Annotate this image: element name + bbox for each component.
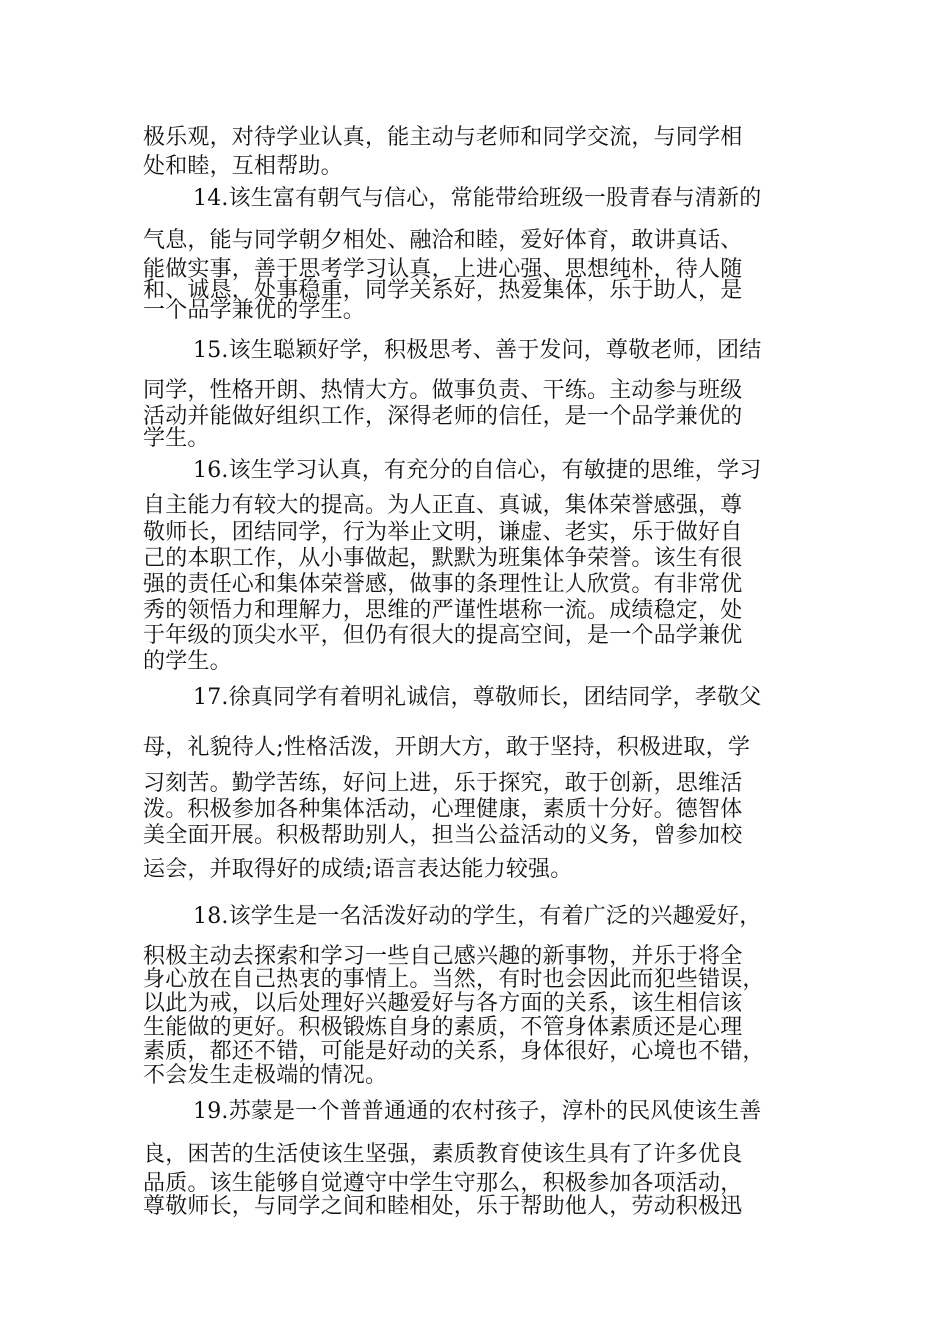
paragraph-19-start: 19.苏蒙是一个普普通通的农村孩子，淳朴的民风使该生善 <box>193 1099 762 1124</box>
text-line: 敬师长，团结同学，行为举止文明，谦虚、老实，乐于做好自 <box>143 520 743 545</box>
text-line: 素质，都还不错，可能是好动的关系，身体很好，心境也不错， <box>143 1039 765 1064</box>
text-line: 和、诚恳，处事稳重，同学关系好，热爱集体，乐于助人，是 <box>143 278 743 303</box>
text-line: 尊敬师长，与同学之间和睦相处，乐于帮助他人，劳动积极迅 <box>143 1194 743 1219</box>
text-line: 气息，能与同学朝夕相处、融洽和睦，爱好体育，敢讲真话、 <box>143 228 743 253</box>
text-line: 处和睦，互相帮助。 <box>143 154 343 179</box>
paragraph-14-start: 14.该生富有朝气与信心，常能带给班级一股青春与清新的 <box>193 186 762 211</box>
text-line: 美全面开展。积极帮助别人，担当公益活动的义务，曾参加校 <box>143 823 743 848</box>
text-line: 强的责任心和集体荣誉感，做事的条理性让人欣赏。有非常优 <box>143 572 743 597</box>
paragraph-15-start: 15.该生聪颖好学，积极思考、善于发问，尊敬老师，团结 <box>193 338 762 363</box>
text-line: 习刻苦。勤学苦练，好问上进，乐于探究，敢于创新，思维活 <box>143 771 743 796</box>
text-line: 极乐观，对待学业认真，能主动与老师和同学交流，与同学相 <box>143 125 743 150</box>
text-line: 的学生。 <box>143 649 232 674</box>
paragraph-18-start: 18.该学生是一名活泼好动的学生，有着广泛的兴趣爱好， <box>193 904 762 929</box>
text-line: 母，礼貌待人;性格活泼，开朗大方，敢于坚持，积极进取，学 <box>143 735 751 760</box>
text-line: 身心放在自己热衷的事情上。当然，有时也会因此而犯些错误， <box>143 967 765 992</box>
text-line: 一个品学兼优的学生。 <box>143 298 366 323</box>
text-line: 于年级的顶尖水平，但仍有很大的提高空间，是一个品学兼优 <box>143 623 743 648</box>
text-line: 活动并能做好组织工作，深得老师的信任，是一个品学兼优的 <box>143 404 743 429</box>
text-line: 秀的领悟力和理解力，思维的严谨性堪称一流。成绩稳定，处 <box>143 598 743 623</box>
text-line: 泼。积极参加各种集体活动，心理健康，素质十分好。德智体 <box>143 797 743 822</box>
text-line: 己的本职工作，从小事做起，默默为班集体争荣誉。该生有很 <box>143 546 743 571</box>
text-line: 不会发生走极端的情况。 <box>143 1063 388 1088</box>
text-line: 生能做的更好。积极锻炼自身的素质，不管身体素质还是心理 <box>143 1015 743 1040</box>
text-line: 同学，性格开朗、热情大方。做事负责、干练。主动参与班级 <box>143 378 743 403</box>
text-line: 品质。该生能够自觉遵守中学生守那么，积极参加各项活动， <box>143 1171 743 1196</box>
text-line: 运会，并取得好的成绩;语言表达能力较强。 <box>143 857 573 882</box>
text-line: 能做实事，善于思考学习认真，上进心强、思想纯朴，待人随 <box>143 257 743 282</box>
text-line: 积极主动去探索和学习一些自己感兴趣的新事物，并乐于将全 <box>143 944 743 969</box>
paragraph-16-start: 16.该生学习认真，有充分的自信心，有敏捷的思维，学习 <box>193 458 762 483</box>
paragraph-17-start: 17.徐真同学有着明礼诚信，尊敬师长，团结同学，孝敬父 <box>193 685 762 710</box>
text-line: 以此为戒，以后处理好兴趣爱好与各方面的关系，该生相信该 <box>143 991 743 1016</box>
text-line: 自主能力有较大的提高。为人正直、真诚，集体荣誉感强，尊 <box>143 493 743 518</box>
text-line: 良，困苦的生活使该生坚强，素质教育使该生具有了许多优良 <box>143 1142 743 1167</box>
text-line: 学生。 <box>143 426 210 451</box>
